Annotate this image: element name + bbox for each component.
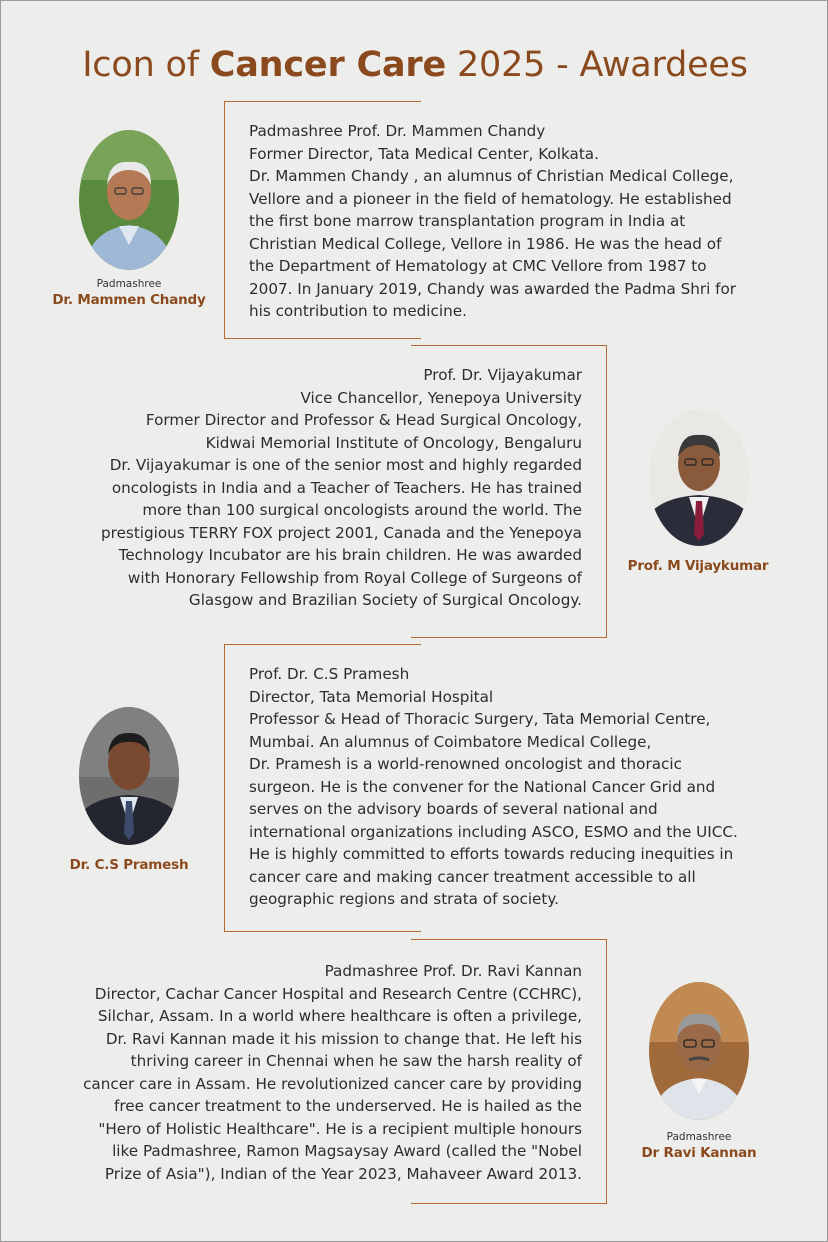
bio-line: free cancer treatment to the underserved. He is hailed as the bbox=[114, 1097, 582, 1115]
bio-line: Prize of Asia"), Indian of the Year 2023, Mahaveer Award 2013. bbox=[104, 1164, 582, 1183]
awardee-4-caption bbox=[619, 1130, 779, 1162]
bio-line: cancer care and making cancer treatment accessible to all bbox=[249, 867, 696, 886]
bio-line: his contribution to medicine. bbox=[249, 302, 467, 320]
awardee-2-caption bbox=[613, 557, 783, 575]
bio-line: Prof. Dr. Vijayakumar bbox=[423, 366, 582, 384]
bio-line: Vice Chancellor, Yenepoya University bbox=[300, 388, 582, 407]
awardee-2-photo bbox=[649, 409, 749, 546]
bio-line: more than 100 surgical oncologists around the world. The bbox=[142, 501, 582, 519]
bio-line: like Padmashree, Ramon Magsaysay Award (called the "Nobel bbox=[112, 1142, 582, 1160]
bio-line: the first bone marrow transplantation program in India at bbox=[249, 212, 686, 230]
bio-line: with Honorary Fellowship from Royal College of Surgeons of bbox=[127, 568, 582, 587]
title-suffix: 2025 - Awardees bbox=[446, 45, 748, 85]
title-bold: Cancer Care bbox=[209, 45, 447, 85]
bio-line: Professor & Head of Thoracic Surgery, Tata Memorial Centre, bbox=[249, 710, 711, 728]
bio-line: Padmashree Prof. Dr. Mammen Chandy bbox=[249, 122, 546, 140]
awardee-3-caption bbox=[49, 856, 209, 874]
bio-line: Glasgow and Brazilian Society of Surgical Oncology. bbox=[188, 591, 582, 609]
awardee-1-caption-name: Dr. Mammen Chandy bbox=[52, 292, 206, 308]
awardee-1-photo bbox=[79, 130, 179, 270]
awardee-3-photo bbox=[79, 707, 179, 845]
bio-line: cancer care in Assam. He revolutionized cancer care by providing bbox=[83, 1074, 582, 1093]
bio-line: international organizations including ASCO, ESMO and the UICC. bbox=[249, 822, 738, 841]
bio-line: Former Director and Professor & Head Surgical Oncology, bbox=[145, 411, 582, 429]
bio-line: Mumbai. An alumnus of Coimbatore Medical College, bbox=[249, 732, 652, 751]
bio-line: Technology Incubator are his brain children. He was awarded bbox=[118, 546, 582, 564]
bio-line: geographic regions and strata of society. bbox=[249, 890, 559, 908]
bio-line: Dr. Pramesh is a world-renowned oncologist and thoracic bbox=[249, 755, 682, 773]
awardee-4-bio bbox=[41, 960, 582, 1185]
bio-line: 2007. In January 2019, Chandy was awarded the Padma Shri for bbox=[249, 279, 737, 298]
bio-line: Director, Tata Memorial Hospital bbox=[249, 687, 494, 706]
bio-line: serves on the advisory boards of several national and bbox=[249, 800, 658, 818]
title-prefix: Icon of bbox=[82, 45, 210, 85]
bio-line: Prof. Dr. C.S Pramesh bbox=[249, 665, 410, 683]
awardee-3-bio bbox=[249, 663, 738, 911]
bio-line: Padmashree Prof. Dr. Ravi Kannan bbox=[324, 962, 582, 980]
bio-line: Dr. Ravi Kannan made it his mission to change that. He left his bbox=[105, 1029, 582, 1048]
bio-line: the Department of Hematology at CMC Vellore from 1987 to bbox=[249, 257, 707, 275]
bio-line: Dr. Mammen Chandy , an alumnus of Christian Medical College, bbox=[249, 167, 734, 185]
bio-line: prestigious TERRY FOX project 2001, Canada and the Yenepoya bbox=[101, 523, 582, 542]
bio-line: Former Director, Tata Medical Center, Kolkata. bbox=[249, 144, 599, 163]
awardee-2-caption-name: Prof. M Vijaykumar bbox=[627, 558, 769, 574]
awardee-4-photo bbox=[649, 982, 749, 1120]
bio-line: Director, Cachar Cancer Hospital and Research Centre (CCHRC), bbox=[94, 984, 582, 1003]
bio-line: Christian Medical College, Vellore in 1986. He was the head of bbox=[249, 234, 722, 253]
bio-line: "Hero of Holistic Healthcare". He is a recipient multiple honours bbox=[98, 1119, 582, 1138]
bio-line: oncologists in India and a Teacher of Teachers. He has trained bbox=[111, 478, 582, 497]
awardee-4-caption-sub: Padmashree bbox=[666, 1131, 732, 1143]
awardee-4-caption-name: Dr Ravi Kannan bbox=[641, 1145, 757, 1161]
awardee-1-caption-sub: Padmashree bbox=[96, 278, 162, 290]
bio-line: thriving career in Chennai when he saw the harsh reality of bbox=[130, 1052, 582, 1070]
page-title bbox=[1, 45, 828, 85]
awardee-1-bio bbox=[249, 120, 736, 323]
awardee-3-caption-name: Dr. C.S Pramesh bbox=[69, 857, 189, 873]
awardee-2-bio bbox=[61, 364, 582, 612]
awardee-1-caption bbox=[49, 277, 209, 309]
bio-line: Dr. Vijayakumar is one of the senior most and highly regarded bbox=[109, 456, 582, 474]
bio-line: surgeon. He is the convener for the National Cancer Grid and bbox=[249, 777, 716, 796]
bio-line: Kidwai Memorial Institute of Oncology, Bengaluru bbox=[205, 433, 582, 452]
bio-line: He is highly committed to efforts towards reducing inequities in bbox=[249, 845, 734, 863]
bio-line: Vellore and a pioneer in the field of hematology. He established bbox=[249, 189, 732, 208]
bio-line: Silchar, Assam. In a world where healthcare is often a privilege, bbox=[97, 1007, 582, 1025]
